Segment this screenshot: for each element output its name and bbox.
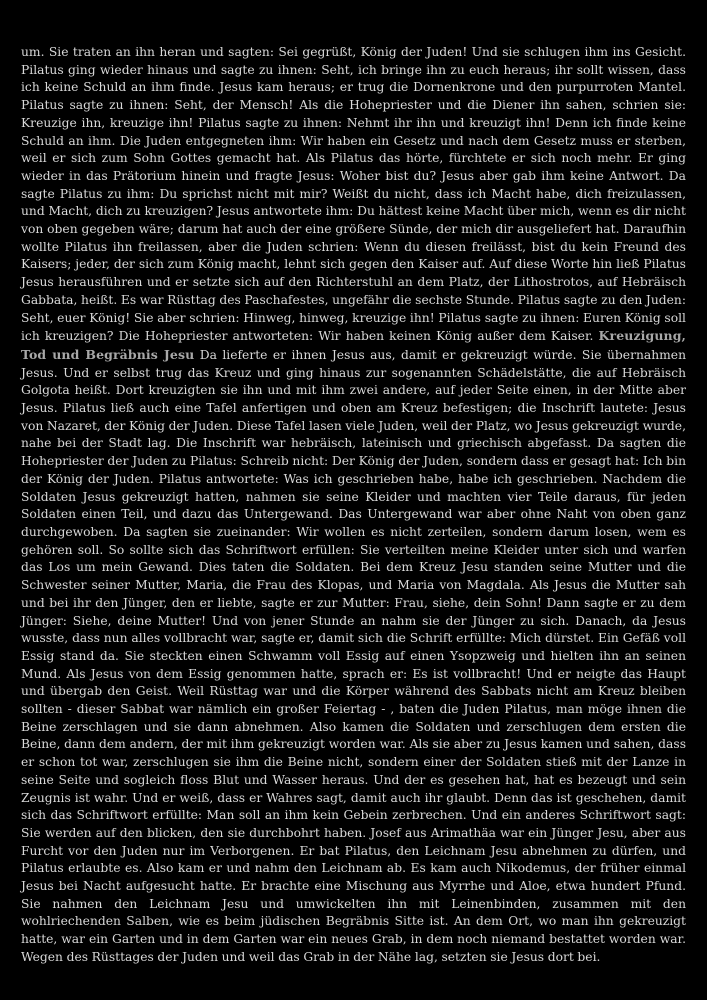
scripture-passage [21, 44, 686, 967]
section-heading: Kreuzigung, Tod und Begräbnis Jesu [21, 328, 686, 362]
passage-text-before-heading: um. Sie traten an ihn heran und sagten: Sei gegrüßt, König der Juden! Und sie schlugen ihm ins Gesicht. Pilatus ging wieder hinaus und sagte zu ihnen: Seht, ich bringe ihn zu euch heraus; ihr sollt wissen, dass ich keine Schuld an ihm finde. Jesus kam heraus; er trug die Dornenkrone und den purpurroten Mantel. Pilatus sagte zu ihnen: Seht, der Mensch! Als die Hohepriester und die Diener ihn sahen, schrien sie: Kreuzige ihn, kreuzige ihn! Pilatus sagte zu ihnen: Nehmt ihr ihn und kreuzigt ihn! Denn ich finde keine Schuld an ihm. Die Juden entgegneten ihm: Wir haben ein Gesetz und nach dem Gesetz muss er sterben, weil er sich zum Sohn Gottes gemacht hat. Als Pilatus das hörte, fürchtete er sich noch mehr. Er ging wieder in das Prätorium hinein und fragte Jesus: Woher bist du? Jesus aber gab ihm keine Antwort. Da sagte Pilatus zu ihm: Du sprichst nicht mit mir? Weißt du nicht, dass ich Macht habe, dich freizulassen, und Macht, dich zu kreuzigen? Jesus antwortete ihm: Du hättest keine Macht über mich, wenn es dir nicht von oben gegeben wäre; darum hat auch der eine größere Sünde, der mich dir ausgeliefert hat. Daraufhin wollte Pilatus ihn freilassen, aber die Juden schrien: Wenn du diesen freilässt, bist du kein Freund des Kaisers; jeder, der sich zum König macht, lehnt sich gegen den Kaiser auf. Auf diese Worte hin ließ Pilatus Jesus herausführen und er setzte sich auf den Richterstuhl an dem Platz, der Lithostrotos, auf Hebräisch Gabbata, heißt. Es war Rüsttag des Paschafestes, ungefähr die sechste Stunde. Pilatus sagte zu den Juden: Seht, euer König! Sie aber schrien: Hinweg, hinweg, kreuzige ihn! Pilatus sagte zu ihnen: Euren König soll ich kreuzigen? Die Hohepriester antworteten: Wir haben keinen König außer dem Kaiser. [21, 45, 686, 344]
passage-text-after-heading: Da lieferte er ihnen Jesus aus, damit er gekreuzigt würde. Sie übernahmen Jesus. Und er selbst trug das Kreuz und ging hinaus zur sogenannten Schädelstätte, die auf Hebräisch Golgota heißt. Dort kreuzigten sie ihn und mit ihm zwei andere, auf jeder Seite einen, in der Mitte aber Jesus. Pilatus ließ auch eine Tafel anfertigen und oben am Kreuz befestigen; die Inschrift lautete: Jesus von Nazaret, der König der Juden. Diese Tafel lasen viele Juden, weil der Platz, wo Jesus gekreuzigt wurde, nahe bei der Stadt lag. Die Inschrift war hebräisch, lateinisch und griechisch abgefasst. Da sagten die Hohepriester der Juden zu Pilatus: Schreib nicht: Der König der Juden, sondern dass er gesagt hat: Ich bin der König der Juden. Pilatus antwortete: Was ich geschrieben habe, habe ich geschrieben. Nachdem die Soldaten Jesus gekreuzigt hatten, nahmen sie seine Kleider und machten vier Teile daraus, für jeden Soldaten einen Teil, und dazu das Untergewand. Das Untergewand war aber ohne Naht von oben ganz durchgewoben. Da sagten sie zueinander: Wir wollen es nicht zerteilen, sondern darum losen, wem es gehören soll. So sollte sich das Schriftwort erfüllen: Sie verteilten meine Kleider unter sich und warfen das Los um mein Gewand. Dies taten die Soldaten. Bei dem Kreuz Jesu standen seine Mutter und die Schwester seiner Mutter, Maria, die Frau des Klopas, und Maria von Magdala. Als Jesus die Mutter sah und bei ihr den Jünger, den er liebte, sagte er zur Mutter: Frau, siehe, dein Sohn! Dann sagte er zu dem Jünger: Siehe, deine Mutter! Und von jener Stunde an nahm sie der Jünger zu sich. Danach, da Jesus wusste, dass nun alles vollbracht war, sagte er, damit sich die Schrift erfüllte: Mich dürstet. Ein Gefäß voll Essig stand da. Sie steckten einen Schwamm voll Essig auf einen Ysopzweig und hielten ihn an seinen Mund. Als Jesus von dem Essig genommen hatte, sprach er: Es ist vollbracht! Und er neigte das Haupt und übergab den Geist. Weil Rüsttag war und die Körper während des Sabbats nicht am Kreuz bleiben sollten - dieser Sabbat war nämlich ein großer Feiertag - , baten die Juden Pilatus, man möge ihnen die Beine zerschlagen und sie dann abnehmen. Also kamen die Soldaten und zerschlugen dem ersten die Beine, dann dem andern, der mit ihm gekreuzigt worden war. Als sie aber zu Jesus kamen und sahen, dass er schon tot war, zerschlugen sie ihm die Beine nicht, sondern einer der Soldaten stieß mit der Lanze in seine Seite und sogleich floss Blut und Wasser heraus. Und der es gesehen hat, hat es bezeugt und sein Zeugnis ist wahr. Und er weiß, dass er Wahres sagt, damit auch ihr glaubt. Denn das ist geschehen, damit sich das Schriftwort erfüllte: Man soll an ihm kein Gebein zerbrechen. Und ein anderes Schriftwort sagt: Sie werden auf den blicken, den sie durchbohrt haben. Josef aus Arimathäa war ein Jünger Jesu, aber aus Furcht vor den Juden nur im Verborgenen. Er bat Pilatus, den Leichnam Jesu abnehmen zu dürfen, und Pilatus erlaubte es. Also kam er und nahm den Leichnam ab. Es kam auch Nikodemus, der früher einmal Jesus bei Nacht aufgesucht hatte. Er brachte eine Mischung aus Myrrhe und Aloe, etwa hundert Pfund. Sie nahmen den Leichnam Jesu und umwickelten ihn mit Leinenbinden, zusammen mit den wohlriechenden Salben, wie es beim jüdischen Begräbnis Sitte ist. An dem Ort, wo man ihn gekreuzigt hatte, war ein Garten und in dem Garten war ein neues Grab, in dem noch niemand bestattet worden war. Wegen des Rüsttages der Juden und weil das Grab in der Nähe lag, setzten sie Jesus dort bei. [21, 347, 686, 964]
